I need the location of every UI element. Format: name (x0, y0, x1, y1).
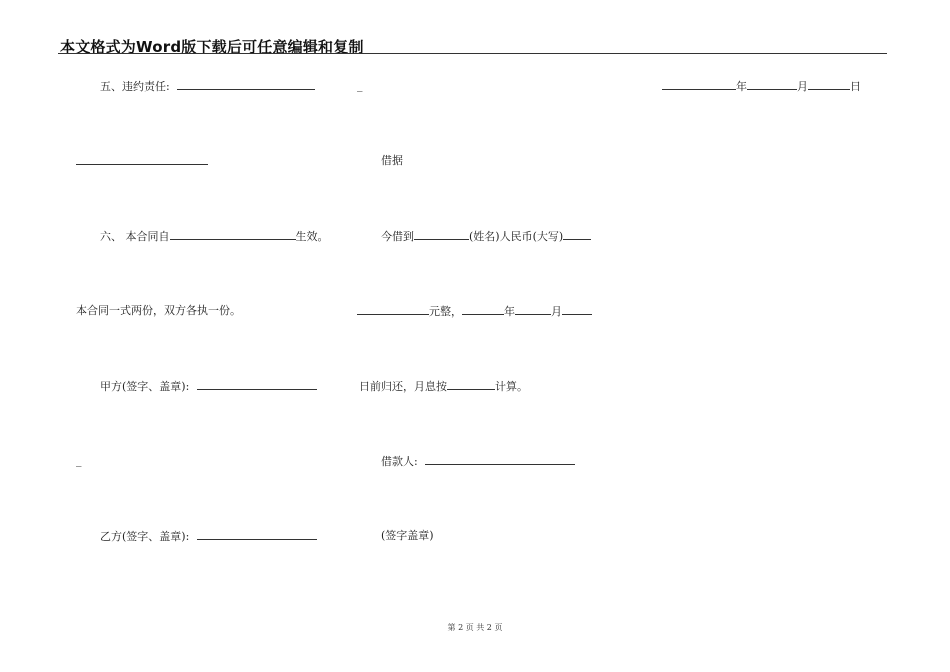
breach-liability-label: 五、违约责任: (100, 80, 170, 93)
signature-seal-note: (签字盖章) (381, 529, 434, 542)
borrower-label: 借款人: (381, 455, 418, 468)
lender-name-blank (414, 229, 469, 240)
effective-clause-prefix: 六、 本合同自 (100, 230, 170, 243)
borrower-signature-blank (425, 454, 575, 465)
header-divider (58, 53, 887, 54)
effective-clause-line (100, 229, 329, 244)
breach-liability-blank (177, 79, 315, 90)
underscore-mark-right: _ (357, 79, 363, 92)
iou-title: 借据 (381, 154, 403, 167)
repay-month-label: 月 (551, 305, 562, 318)
blank-line (76, 154, 208, 169)
party-b-label: 乙方(签字、盖章): (100, 530, 190, 543)
party-b-signature-blank (197, 529, 317, 540)
repayment-suffix: 计算。 (495, 380, 528, 393)
date-day-blank (808, 79, 850, 90)
borrowed-from-label: 今借到 (381, 230, 414, 243)
document-header-title: 本文格式为Word版下载后可任意编辑和复制 (60, 38, 364, 56)
party-b-signature-line (100, 529, 317, 544)
date-day-label: 日 (850, 80, 861, 93)
underscore-mark: _ (76, 454, 82, 467)
effective-date-blank (170, 229, 296, 240)
date-month-blank (747, 79, 797, 90)
party-a-signature-blank (197, 379, 317, 390)
amount-suffix: 元整， (429, 305, 462, 318)
date-month-label: 月 (797, 80, 808, 93)
amount-blank (357, 304, 429, 315)
amount-caps-blank (563, 229, 591, 240)
date-year-label: 年 (736, 80, 747, 93)
blank-underline (76, 154, 208, 165)
repay-day-blank (562, 304, 592, 315)
repay-year-label: 年 (504, 305, 515, 318)
repay-month-blank (515, 304, 551, 315)
breach-liability-line (100, 79, 315, 94)
repayment-line (359, 379, 528, 394)
party-a-signature-line (100, 379, 317, 394)
copies-clause: 本合同一式两份，双方各执一份。 (76, 304, 241, 317)
interest-rate-blank (447, 379, 495, 390)
repay-year-blank (462, 304, 504, 315)
borrower-line (381, 454, 575, 469)
date-year-blank (662, 79, 736, 90)
amount-caps-label: (姓名)人民币(大写) (469, 230, 564, 243)
effective-clause-suffix: 生效。 (295, 230, 329, 243)
date-line (662, 79, 861, 94)
repayment-prefix: 日前归还，月息按 (359, 380, 447, 393)
page-footer: 第 2 页 共 2 页 (447, 623, 503, 632)
amount-date-line (357, 304, 592, 319)
party-a-label: 甲方(签字、盖章): (100, 380, 190, 393)
borrowed-from-line (381, 229, 591, 244)
